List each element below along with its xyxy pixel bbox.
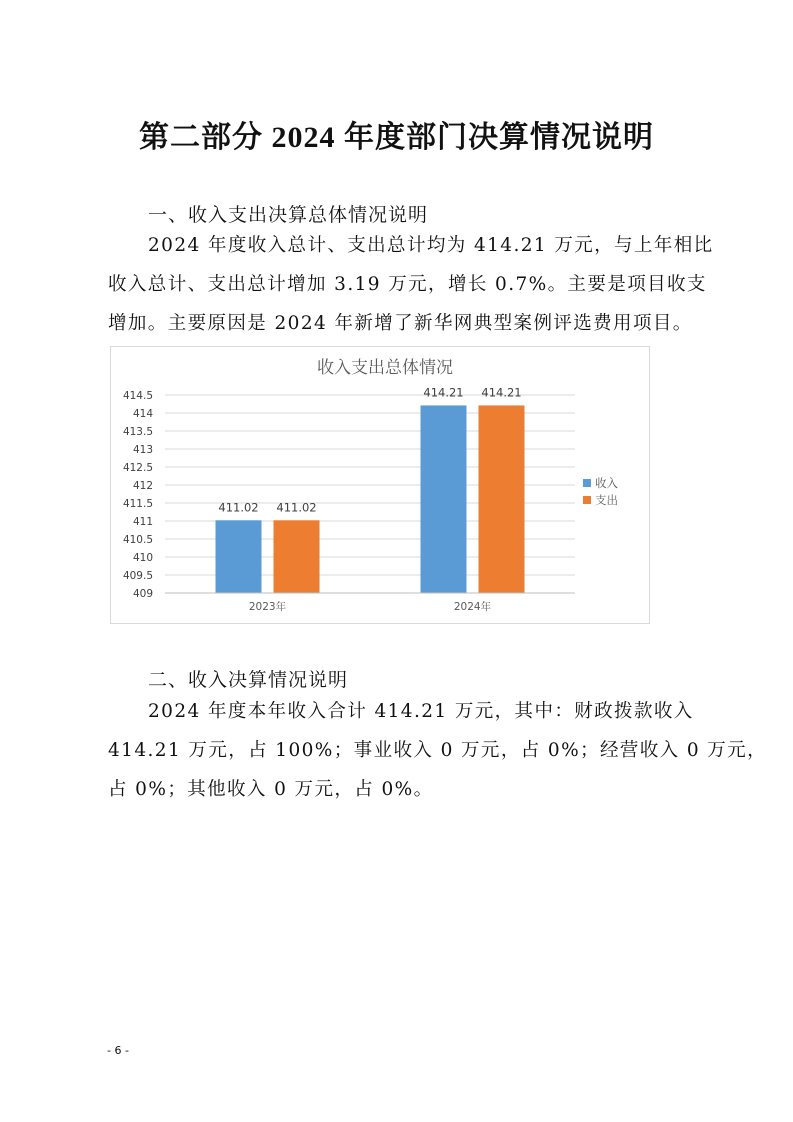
y-tick-label: 414.5 xyxy=(122,390,153,402)
section2-paragraph xyxy=(108,692,767,809)
y-tick-label: 410.5 xyxy=(122,534,153,546)
section1-paragraph xyxy=(108,226,714,343)
chart-svg xyxy=(111,347,649,623)
y-tick-label: 409 xyxy=(132,588,153,600)
bar-收入-2024年 xyxy=(421,405,467,593)
bar-支出-2023年 xyxy=(274,520,320,593)
data-label: 411.02 xyxy=(218,500,259,515)
data-label: 411.02 xyxy=(276,500,317,515)
page-number: - 6 - xyxy=(107,1044,129,1057)
y-tick-label: 413 xyxy=(132,444,153,456)
page-title: 第二部分 2024 年度部门决算情况说明 xyxy=(139,121,654,154)
legend-label: 收入 xyxy=(595,476,618,490)
legend-swatch xyxy=(583,496,591,504)
paragraph-line: 2024 年度收入总计、支出总计均为 414.21 万元，与上年相比 xyxy=(148,235,714,256)
bar-收入-2023年 xyxy=(216,520,262,593)
paragraph-line: 收入总计、支出总计增加 3.19 万元，增长 0.7%。主要是项目收支 xyxy=(108,274,707,295)
y-tick-label: 409.5 xyxy=(122,570,153,582)
y-tick-label: 413.5 xyxy=(122,426,153,438)
bar-支出-2024年 xyxy=(479,405,525,593)
section1-heading: 一、收入支出决算总体情况说明 xyxy=(148,204,429,226)
legend-label: 支出 xyxy=(595,493,618,507)
y-tick-label: 410 xyxy=(132,552,153,564)
income-expense-chart xyxy=(110,346,650,624)
chart-title: 收入支出总体情况 xyxy=(317,358,453,378)
y-tick-label: 411 xyxy=(132,516,153,528)
y-tick-label: 412 xyxy=(132,480,153,492)
data-label: 414.21 xyxy=(423,385,464,400)
paragraph-line: 增加。主要原因是 2024 年新增了新华网典型案例评选费用项目。 xyxy=(108,313,693,334)
y-tick-label: 411.5 xyxy=(122,498,153,510)
paragraph-line: 414.21 万元，占 100%；事业收入 0 万元，占 0%；经营收入 0 万元， xyxy=(108,740,767,761)
paragraph-line: 2024 年度本年收入合计 414.21 万元，其中：财政拨款收入 xyxy=(148,701,694,722)
y-tick-label: 412.5 xyxy=(122,462,153,474)
x-tick-label: 2024年 xyxy=(453,601,492,613)
y-tick-label: 414 xyxy=(132,408,153,420)
legend-swatch xyxy=(583,479,591,487)
section2-heading: 二、收入决算情况说明 xyxy=(148,669,349,691)
x-tick-label: 2023年 xyxy=(248,601,287,613)
paragraph-line: 占 0%；其他收入 0 万元，占 0%。 xyxy=(108,779,434,800)
data-label: 414.21 xyxy=(481,385,522,400)
